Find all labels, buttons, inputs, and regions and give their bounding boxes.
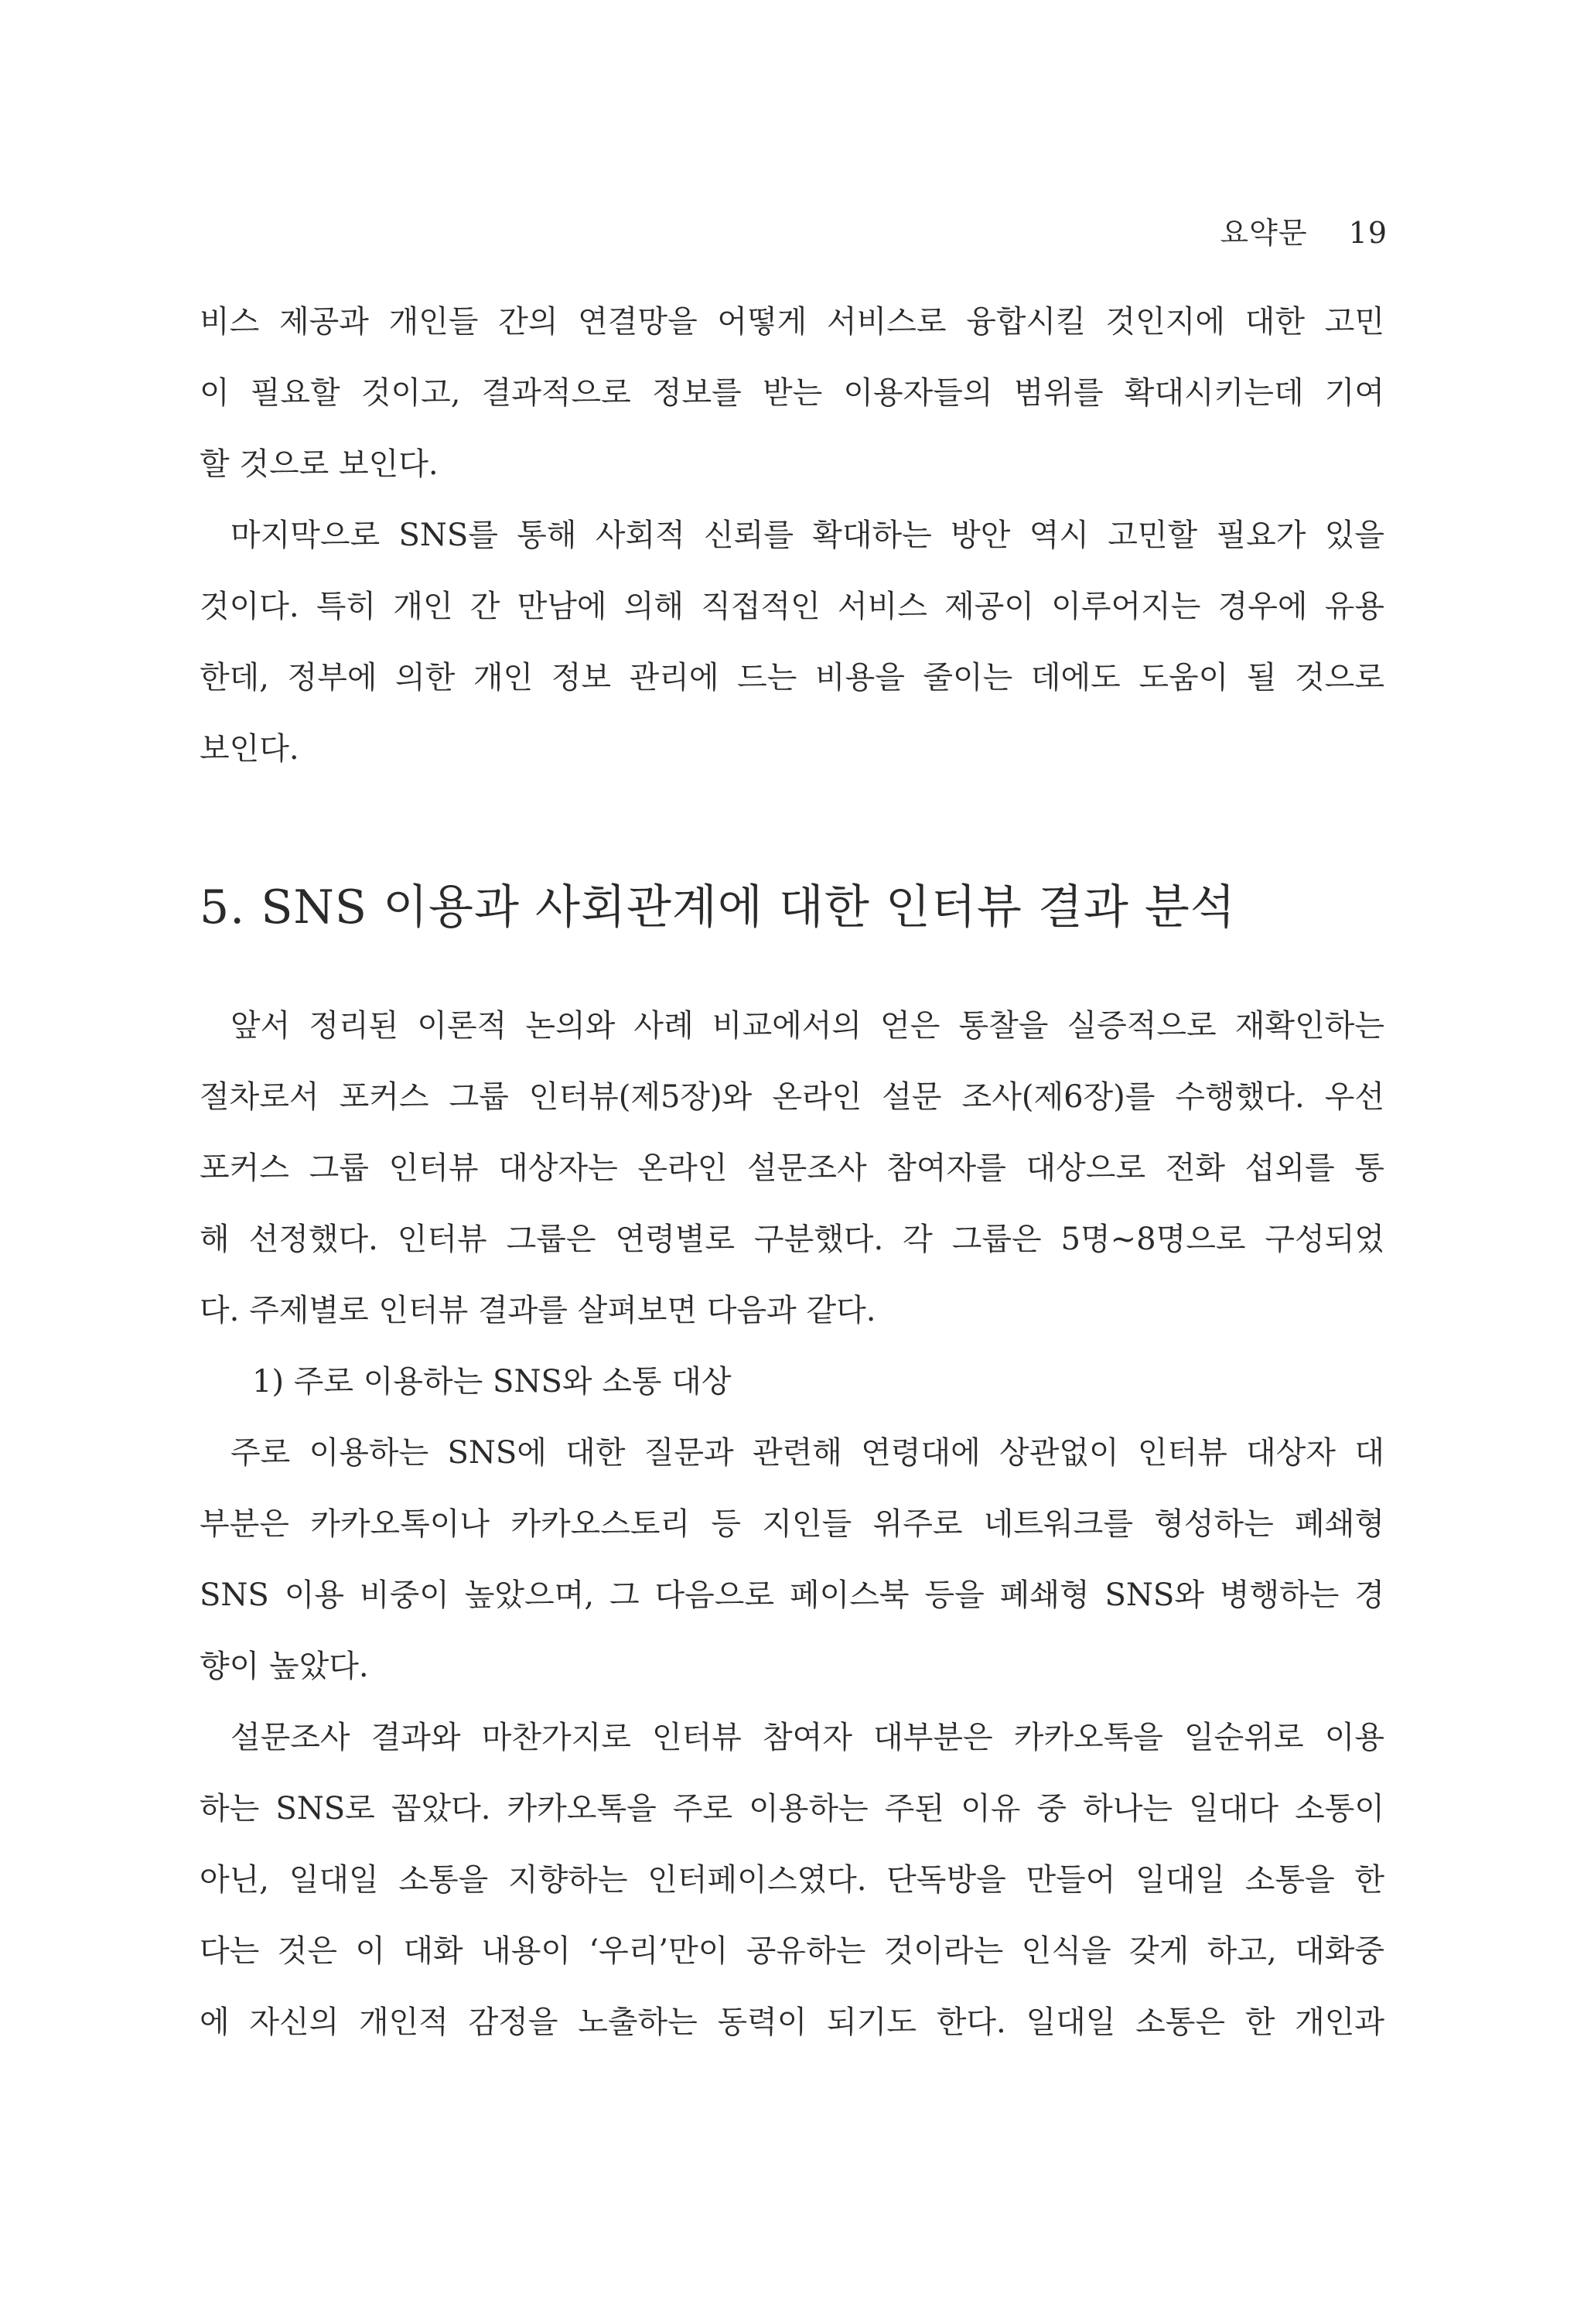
text-line: 이 필요할 것이고, 결과적으로 정보를 받는 이용자들의 범위를 확대시키는데 기여 — [200, 375, 1384, 411]
text-line: 보인다. — [200, 731, 299, 767]
text-line: 설문조사 결과와 마찬가지로 인터뷰 참여자 대부분은 카카오톡을 일순위로 이용 — [230, 1720, 1384, 1755]
intro-text-block — [200, 286, 1384, 784]
page-number: 19 — [1348, 216, 1388, 250]
section-heading: 5. SNS 이용과 사회관계에 대한 인터뷰 결과 분석 — [200, 880, 1236, 935]
text-line: 아닌, 일대일 소통을 지향하는 인터페이스였다. 단독방을 만들어 일대일 소통을 한 — [200, 1862, 1384, 1898]
text-line: 한데, 정부에 의한 개인 정보 관리에 드는 비용을 줄이는 데에도 도움이 될 것으로 — [200, 660, 1384, 695]
running-header — [1220, 209, 1388, 251]
text-line: 해 선정했다. 인터뷰 그룹은 연령별로 구분했다. 각 그룹은 5명~8명으로 구성되었 — [200, 1222, 1384, 1257]
subsection-title: 1) 주로 이용하는 SNS와 소통 대상 — [252, 1364, 732, 1400]
text-line: 향이 높았다. — [200, 1649, 369, 1684]
text-line: 앞서 정리된 이론적 논의와 사례 비교에서의 얻은 통찰을 실증적으로 재확인하는 — [230, 1008, 1384, 1044]
text-line: 포커스 그룹 인터뷰 대상자는 온라인 설문조사 참여자를 대상으로 전화 섭외를 통 — [200, 1150, 1384, 1186]
text-line: 다. 주제별로 인터뷰 결과를 살펴보면 다음과 같다. — [200, 1293, 876, 1328]
text-line: 하는 SNS로 꼽았다. 카카오톡을 주로 이용하는 주된 이유 중 하나는 일대다 소통이 — [200, 1791, 1384, 1827]
text-line: SNS 이용 비중이 높았으며, 그 다음으로 페이스북 등을 폐쇄형 SNS와 병행하는 경 — [200, 1577, 1384, 1613]
text-line: 부분은 카카오톡이나 카카오스토리 등 지인들 위주로 네트워크를 형성하는 폐쇄형 — [200, 1506, 1384, 1542]
text-line: 주로 이용하는 SNS에 대한 질문과 관련해 연령대에 상관없이 인터뷰 대상자 대 — [230, 1435, 1384, 1471]
section-body-block — [200, 990, 1384, 2058]
text-line: 비스 제공과 개인들 간의 연결망을 어떻게 서비스로 융합시킬 것인지에 대한 고민 — [200, 304, 1384, 340]
text-line: 에 자신의 개인적 감정을 노출하는 동력이 되기도 한다. 일대일 소통은 한 개인과 — [200, 2004, 1384, 2040]
text-line: 마지막으로 SNS를 통해 사회적 신뢰를 확대하는 방안 역시 고민할 필요가 있을 — [230, 518, 1384, 553]
running-title: 요약문 — [1220, 216, 1308, 250]
text-line: 다는 것은 이 대화 내용이 ‘우리’만이 공유하는 것이라는 인식을 갖게 하고, 대화중 — [200, 1933, 1384, 1969]
text-line: 할 것으로 보인다. — [200, 446, 439, 482]
text-line: 절차로서 포커스 그룹 인터뷰(제5장)와 온라인 설문 조사(제6장)를 수행했다. 우선 — [200, 1079, 1384, 1115]
text-line: 것이다. 특히 개인 간 만남에 의해 직접적인 서비스 제공이 이루어지는 경우에 유용 — [200, 589, 1384, 624]
